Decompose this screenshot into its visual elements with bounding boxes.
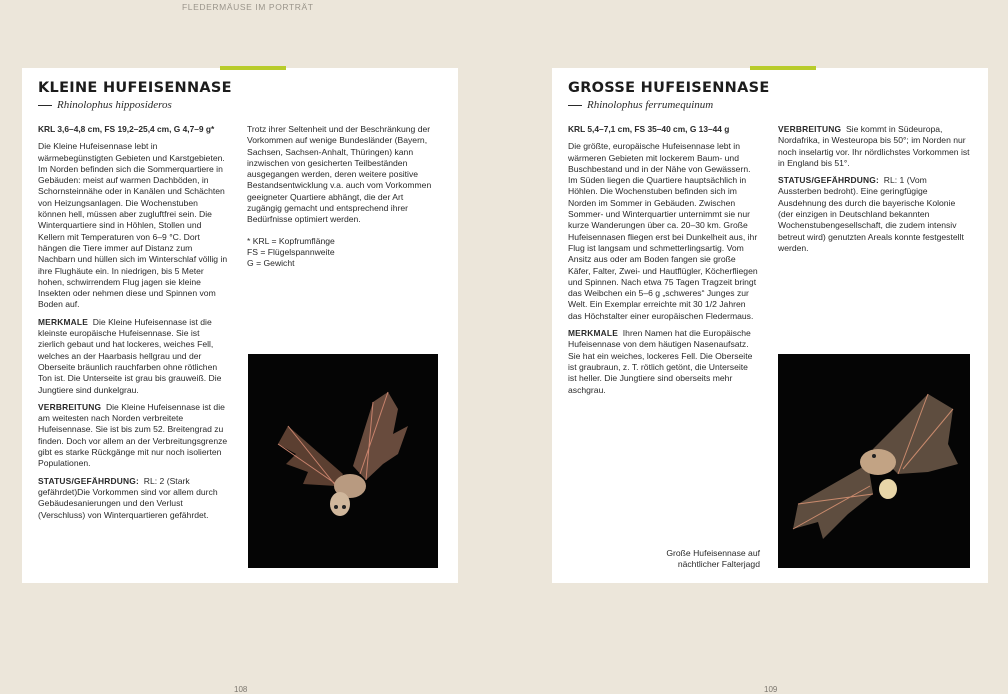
continuation-paragraph: Trotz ihrer Seltenheit und der Beschränkung der Vorkommen auf wenige Bundesländer (Bayern, Sachsen, Sachsen-Anhalt, Thüringen) kann inzwischen von gesicherten Teilbeständen ausgegangen werden, deren weitere positive Bestandsentwicklung v.a. auch vom Vorkommen geeigneter Quartiere abhängt, die der Art zugängig gemacht und entsprechend ihrer Bedürfnisse optimiert werden. [247, 124, 432, 225]
verbreitung-heading: VERBREITUNG [38, 401, 102, 412]
merkmale-text: Ihren Namen hat die Europäische Hufeisennase von dem häutigen Nasenaufsatz. Sie hat ein weiches, lockeres Fell. Die Oberseite ist graubraun, z. T. rötlich getönt, die Unterseite ist heller. Die Jungtiere sind oberseits mehr aschgrau. [568, 328, 753, 395]
text-column-1 [38, 124, 228, 527]
merkmale-section [568, 328, 758, 396]
greater-horseshoe-bat-image [778, 354, 970, 568]
running-head: FLEDERMÄUSE IM PORTRÄT [182, 2, 314, 12]
latin-name [568, 99, 713, 111]
merkmale-section [38, 317, 228, 396]
verbreitung-text: Die Kleine Hufeisennase ist die am weitesten nach Norden verbreitete Hufeisennase. Sie ist bis zum 52. Breitengrad zu finden. Doch vor allem an der Verbreitungsgrenze gibt es starke Rückgänge mit nur noch isolierten Populationen. [38, 401, 228, 469]
abbreviation-legend: * KRL = Kopfrumflänge FS = Flügelspannweite G = Gewicht [247, 235, 335, 269]
page-number: 108 [234, 685, 248, 694]
status-text: RL: 2 (Stark gefährdet)Die Vorkommen sind vor allem durch Gebäudesanierungen und den Verlust (Verschluss) von Winterquartieren gefährdet. [38, 475, 218, 520]
merkmale-text: Die Kleine Hufeisennase ist die kleinste europäische Hufeisennase. Sie ist zierlich gebaut und hat lockeres, weiches Fell, welches an der Haarbasis hellgrau und der Oberseite bräunlich rauchfarben ohne rötlichen Ton ist. Die Unterseite ist grau bis grauweiß. Die Jungtiere sind dunkelgrau. [38, 316, 222, 395]
latin-name [38, 99, 172, 111]
merkmale-heading: MERKMALE [38, 316, 88, 327]
accent-bar [750, 66, 816, 70]
page-number: 109 [764, 685, 778, 694]
latin-name-text: Rhinolophus hipposideros [57, 99, 172, 111]
accent-bar [220, 66, 286, 70]
bat-photo [248, 354, 438, 568]
text-column-2 [778, 124, 970, 260]
status-heading: STATUS/GEFÄHRDUNG: [38, 475, 139, 486]
intro-paragraph: Die größte, europäische Hufeisennase lebt in wärmeren Gebieten mit lockerem Baum- und Buschbestand und in der Nähe von Gewässern. Im Süden liegen die Quartiere hauptsächlich in Höhlen. Die Wochenstuben befinden sich im Norden im Sommer in Gebäuden. Zwischen Sommer- und Winterquartier unternimmt sie nur kurze Wanderungen über ca. 20–30 km. Große Hufeisennasen fliegen erst bei Dunkelheit aus, ihr Flug ist langsam und schmetterlingsartig. Vom Ansitz aus oder am Boden fangen sie große Käfer, Falter, Zwei- und Hautflügler, Köcherfliegen und Spinnen. Nach etwa 75 Tagen Tragzeit bringt das Weibchen ein 5–6 g „schweres“ Junges zur Welt. Ein Exemplar erreichte mit 30 1/2 Jahren das Höchstalter einer europäischen Fledermaus. [568, 141, 758, 321]
verbreitung-section [778, 124, 970, 169]
left-page [22, 68, 458, 694]
text-column-1 [568, 124, 758, 402]
merkmale-heading: MERKMALE [568, 328, 618, 339]
lesser-horseshoe-bat-image [248, 354, 438, 568]
dash-rule [38, 105, 52, 106]
bat-photo [778, 354, 970, 568]
status-section [778, 175, 970, 254]
photo-caption: Große Hufeisennase auf nächtlicher Falterjagd [666, 548, 760, 570]
intro-paragraph: Die Kleine Hufeisennase lebt in wärmebegünstigten Gebieten und Karstgebieten. Im Norden befinden sich die Sommerquartiere in Gebäuden: meist auf warmen Dachböden, in Schornsteinnähe oder in Kanälen und Schächten von Heizungsanlagen. Die Wochenstuben können hell, müssen aber zugluftfrei sein. Die Winterquartiere sind in Höhlen, Stollen und Kellern mit Temperaturen von 6–9 °C. Dort hängen die Tiere immer auf Distanz zum Nachbarn und hüllen sich im Winterschlaf völlig in ihre Flughäute ein. In niedrigen, bis 5 Meter hohen, schwirrendem Flug jagen sie kleine Insekten oder nehmen diese und Spinnen vom Boden auf. [38, 141, 228, 310]
status-heading: STATUS/GEFÄHRDUNG: [778, 175, 879, 186]
stats-line: KRL 3,6–4,8 cm, FS 19,2–25,4 cm, G 4,7–9 g* [38, 124, 215, 134]
dash-rule [568, 105, 582, 106]
status-section [38, 476, 228, 521]
text-column-2 [247, 124, 439, 270]
latin-name-text: Rhinolophus ferrumequinum [587, 99, 714, 111]
verbreitung-section [38, 402, 228, 470]
species-title: KLEINE HUFEISENNASE [38, 80, 232, 96]
right-page [552, 68, 988, 694]
status-text: RL: 1 (Vom Aussterben bedroht). Eine geringfügige Ausdehnung des durch die bayerische Kolonie (der einzigen in Deutschland bekannten Wochenstubengesellschaft, die zudem intensiv betreut wird) genutzten Areals konnte festgestellt werden. [778, 175, 964, 253]
verbreitung-text: Sie kommt in Südeuropa, Nordafrika, in Westeuropa bis 50°; im Norden nur noch inselartig vor. Ihr nördlichstes Vorkommen ist in England bis 51°. [778, 124, 970, 168]
verbreitung-heading: VERBREITUNG [778, 124, 842, 134]
stats-line: KRL 5,4–7,1 cm, FS 35–40 cm, G 13–44 g [568, 124, 730, 134]
species-title: GROSSE HUFEISENNASE [568, 80, 770, 96]
